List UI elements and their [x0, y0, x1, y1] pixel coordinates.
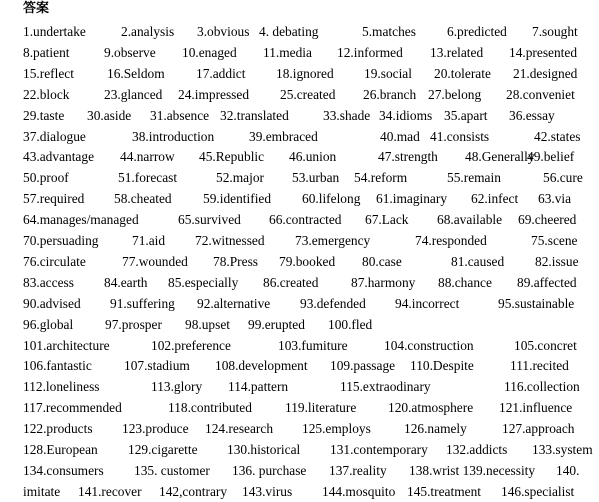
- answer-item: 66.contracted: [269, 212, 342, 227]
- answer-item: 76.circulate: [23, 254, 86, 269]
- answer-line: [23, 482, 581, 502]
- answer-line: [23, 210, 581, 230]
- answer-item: 90.advised: [23, 296, 81, 311]
- answer-item: 3.obvious: [197, 24, 250, 39]
- answer-item: 84.earth: [104, 275, 148, 290]
- answer-item: 143.virus: [242, 484, 293, 499]
- answer-item: 62.infect: [471, 191, 519, 206]
- answer-item: 8.patient: [23, 45, 70, 60]
- answer-item: 67.Lack: [365, 212, 409, 227]
- answer-item: 79.booked: [279, 254, 336, 269]
- answer-item: 43.advantage: [23, 149, 95, 164]
- answer-line: [23, 419, 581, 439]
- answer-line: [23, 440, 593, 460]
- answer-item: 50.proof: [23, 170, 69, 185]
- answer-item: 85.especially: [168, 275, 239, 290]
- answer-item: 18.ignored: [276, 66, 334, 81]
- answer-item: 87.harmony: [351, 275, 416, 290]
- answer-item: 140.: [556, 463, 580, 478]
- answer-item: 77.wounded: [122, 254, 188, 269]
- answer-item: 11.media: [263, 45, 312, 60]
- answer-item: 60.lifelong: [302, 191, 361, 206]
- answer-item: 64.manages/managed: [23, 212, 139, 227]
- answer-item: 47.strength: [378, 149, 438, 164]
- answer-item: 22.block: [23, 87, 70, 102]
- answer-item: 136. purchase: [232, 463, 307, 478]
- answer-line: [23, 273, 581, 293]
- answer-item: 72.witnessed: [195, 233, 265, 248]
- answer-item: 30.aside: [87, 108, 132, 123]
- answer-item: 65.survived: [178, 212, 241, 227]
- answer-item: 82.issue: [535, 254, 579, 269]
- answer-item: 108.development: [215, 358, 308, 373]
- answer-item: 135. customer: [134, 463, 210, 478]
- answer-item: 81.caused: [451, 254, 505, 269]
- answer-line: [23, 294, 581, 314]
- answer-line: [23, 356, 581, 376]
- answer-item: 19.social: [364, 66, 412, 81]
- answer-item: 15.reflect: [23, 66, 74, 81]
- answer-item: 24.impressed: [178, 87, 250, 102]
- answer-item: 88.chance: [438, 275, 492, 290]
- answer-item: 4. debating: [259, 24, 319, 39]
- answer-item: 89.affected: [517, 275, 577, 290]
- answer-line: [23, 64, 581, 84]
- answer-item: 123.produce: [122, 421, 189, 436]
- answer-item: 68.available: [437, 212, 503, 227]
- answer-item: 101.architecture: [23, 338, 110, 353]
- answer-item: 138.wrist 139.necessity: [409, 463, 536, 478]
- answer-item: 51.forecast: [118, 170, 178, 185]
- answer-item: 132.addicts: [446, 442, 508, 457]
- answer-item: 38.introduction: [132, 129, 215, 144]
- answer-item: 44.narrow: [120, 149, 175, 164]
- answer-item: 40.mad: [380, 129, 420, 144]
- answer-item: 113.glory: [151, 379, 203, 394]
- answer-item: 128.European: [23, 442, 98, 457]
- answer-item: 53.urban: [292, 170, 340, 185]
- answer-item: 109.passage: [330, 358, 396, 373]
- answer-item: 97.prosper: [105, 317, 162, 332]
- answer-line: [23, 22, 581, 42]
- answer-item: 106.fantastic: [23, 358, 92, 373]
- answer-item: 39.embraced: [249, 129, 318, 144]
- answer-item: 45.Republic: [199, 149, 265, 164]
- answer-item: 122.products: [23, 421, 93, 436]
- answer-item: 103.fumiture: [278, 338, 348, 353]
- answer-item: 98.upset: [185, 317, 231, 332]
- answer-line: [23, 85, 581, 105]
- answer-item: 99.erupted: [248, 317, 305, 332]
- answer-line: [23, 336, 581, 356]
- answer-item: 142,contrary: [159, 484, 228, 499]
- answer-item: 33.shade: [323, 108, 371, 123]
- answer-item: 7.sought: [532, 24, 578, 39]
- answer-item: 130.historical: [227, 442, 301, 457]
- answer-item: 59.identified: [203, 191, 272, 206]
- answer-item: 41.consists: [430, 129, 490, 144]
- answer-item: 36.essay: [509, 108, 555, 123]
- answer-item: 10.enaged: [182, 45, 237, 60]
- answer-item: 17.addict: [196, 66, 246, 81]
- answer-item: 127.approach: [502, 421, 575, 436]
- answer-item: 27.belong: [428, 87, 482, 102]
- answer-item: 133.system: [532, 442, 593, 457]
- answer-line: [23, 461, 581, 481]
- answer-item: 107.stadium: [124, 358, 190, 373]
- answer-item: 115.extraodinary: [340, 379, 431, 394]
- answer-item: 145.treatment: [407, 484, 481, 499]
- answer-item: 46.union: [289, 149, 337, 164]
- answer-item: 120.atmosphere: [388, 400, 474, 415]
- answer-item: 91.suffering: [110, 296, 175, 311]
- answer-item: 121.influence: [499, 400, 573, 415]
- answer-item: 32.translated: [220, 108, 289, 123]
- answer-item: 73.emergency: [295, 233, 371, 248]
- answer-line: [23, 398, 581, 418]
- answer-item: 49.belief: [527, 149, 575, 164]
- answer-item: 25.created: [280, 87, 336, 102]
- answer-item: 75.scene: [531, 233, 578, 248]
- answer-line: [23, 377, 581, 397]
- answer-item: 93.defended: [300, 296, 366, 311]
- answer-item: 21.designed: [513, 66, 578, 81]
- answer-item: 1.undertake: [23, 24, 86, 39]
- answer-item: 48.Generally: [465, 149, 535, 164]
- answer-item: 56.cure: [543, 170, 583, 185]
- answer-line: [23, 189, 581, 209]
- answer-line: [23, 252, 581, 272]
- answer-item: 5.matches: [362, 24, 416, 39]
- answer-item: 35.apart: [444, 108, 488, 123]
- answer-item: 52.major: [216, 170, 264, 185]
- answer-item: 83.access: [23, 275, 74, 290]
- answer-line: [23, 147, 581, 167]
- answer-item: 57.required: [23, 191, 85, 206]
- answer-line: [23, 231, 581, 251]
- answer-item: 80.case: [362, 254, 402, 269]
- answer-item: 69.cheered: [518, 212, 577, 227]
- answer-line: [23, 43, 581, 63]
- answer-item: 28.conveniet: [506, 87, 575, 102]
- answer-item: 100.fled: [328, 317, 373, 332]
- answer-item: 54.reform: [354, 170, 408, 185]
- answer-item: 55.remain: [447, 170, 501, 185]
- answer-item: 119.literature: [285, 400, 357, 415]
- answer-item: 105.concret: [514, 338, 577, 353]
- answer-item: 71.aid: [132, 233, 166, 248]
- answer-item: 131.contemporary: [330, 442, 428, 457]
- answer-item: 9.observe: [104, 45, 156, 60]
- answer-item: 23.glanced: [104, 87, 163, 102]
- answer-item: 86.created: [263, 275, 319, 290]
- answer-item: 110.Despite: [410, 358, 474, 373]
- answer-item: 74.responded: [415, 233, 487, 248]
- answer-item: 13.related: [430, 45, 484, 60]
- answer-item: 26.branch: [363, 87, 417, 102]
- answer-item: 144.mosquito: [322, 484, 396, 499]
- answer-item: 104.construction: [384, 338, 474, 353]
- answer-item: 37.dialogue: [23, 129, 86, 144]
- answer-line: [23, 106, 581, 126]
- answer-item: 58.cheated: [114, 191, 172, 206]
- answer-item: 118.contributed: [168, 400, 252, 415]
- answer-item: 92.alternative: [197, 296, 271, 311]
- answer-item: 112.loneliness: [23, 379, 100, 394]
- answer-item: 34.idioms: [379, 108, 433, 123]
- answer-item: 96.global: [23, 317, 74, 332]
- answer-item: 125.employs: [302, 421, 371, 436]
- answer-item: 20.tolerate: [434, 66, 491, 81]
- answer-item: 95.sustainable: [498, 296, 575, 311]
- answer-item: 6.predicted: [447, 24, 507, 39]
- answer-item: 137.reality: [329, 463, 387, 478]
- answer-item: 78.Press: [213, 254, 259, 269]
- document-heading: 答案: [23, 1, 50, 16]
- answer-item: 70.persuading: [23, 233, 99, 248]
- answer-item: 14.presented: [509, 45, 578, 60]
- answer-item: 63.via: [538, 191, 572, 206]
- answer-item: 117.recommended: [23, 400, 122, 415]
- answer-item: 42.states: [534, 129, 581, 144]
- answer-item: 31.absence: [150, 108, 210, 123]
- answer-line: [23, 127, 581, 147]
- answer-line: [23, 315, 581, 335]
- answer-item: 134.consumers: [23, 463, 104, 478]
- answer-item: 111.recited: [510, 358, 569, 373]
- answer-line: [23, 168, 581, 188]
- answer-item: 129.cigarette: [128, 442, 198, 457]
- answer-item: 141.recover: [78, 484, 142, 499]
- answer-item: 146.specialist: [501, 484, 575, 499]
- answer-item: 29.taste: [23, 108, 65, 123]
- answer-item: 102.preference: [151, 338, 231, 353]
- answer-item: 126.namely: [404, 421, 467, 436]
- answer-item: 2.analysis: [121, 24, 175, 39]
- answer-item: 16.Seldom: [107, 66, 165, 81]
- answer-item: 114.pattern: [228, 379, 289, 394]
- answer-item: 94.incorrect: [395, 296, 460, 311]
- answer-item: 61.imaginary: [376, 191, 448, 206]
- answer-item: 12.informed: [337, 45, 403, 60]
- answer-item: imitate: [23, 484, 61, 499]
- answer-item: 124.research: [205, 421, 274, 436]
- answer-item: 116.collection: [504, 379, 580, 394]
